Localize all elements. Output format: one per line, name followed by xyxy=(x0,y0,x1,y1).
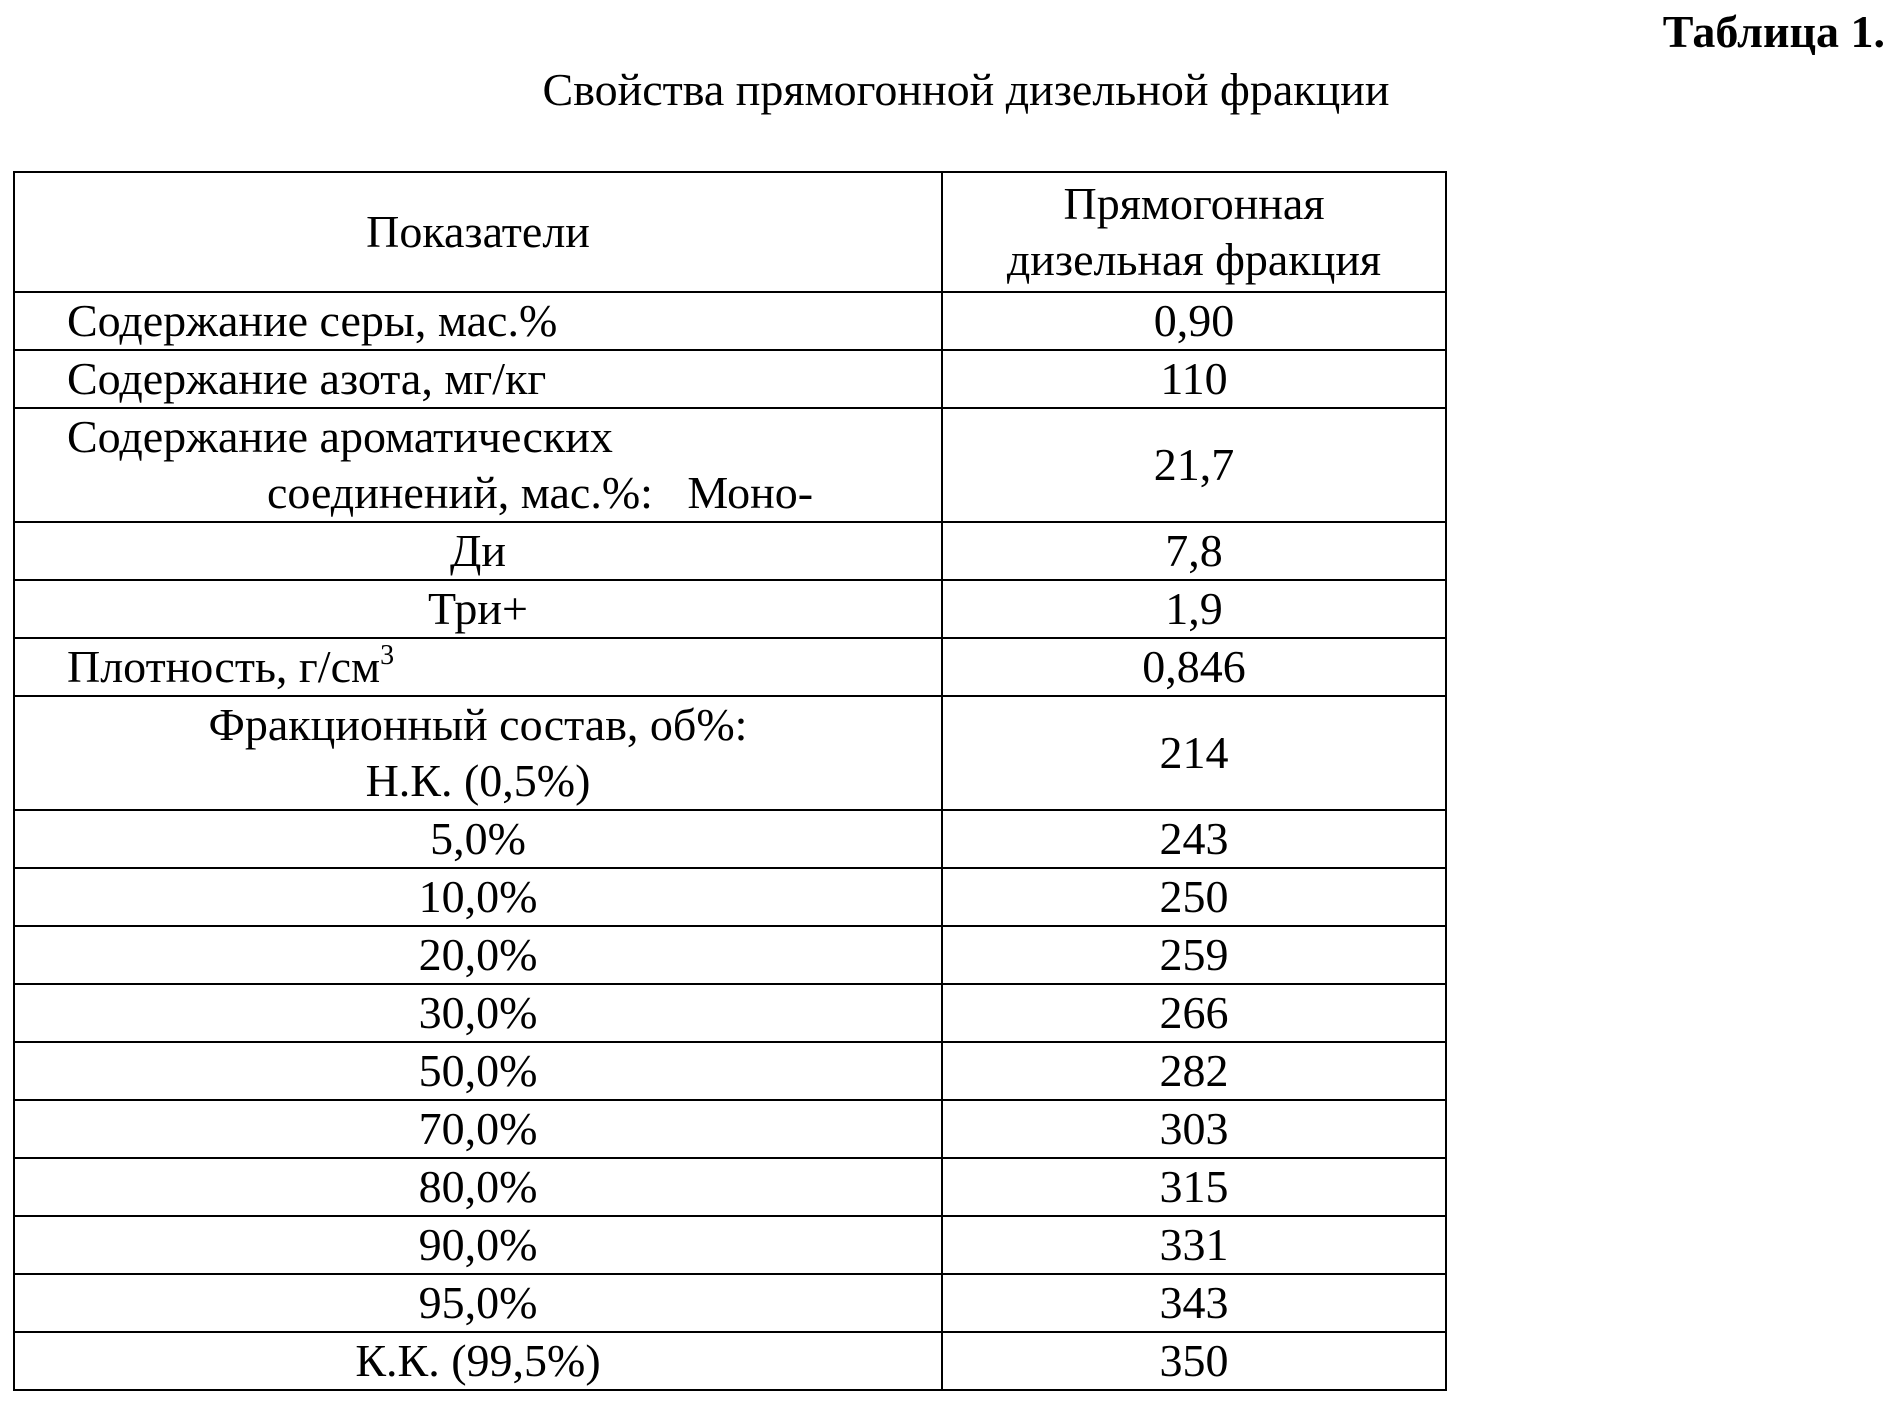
row-value-density: 0,846 xyxy=(942,638,1446,696)
density-superscript: 3 xyxy=(380,640,395,671)
row-value-tri: 1,9 xyxy=(942,580,1446,638)
table-row xyxy=(14,1274,1446,1332)
table-row xyxy=(14,1216,1446,1274)
density-label-text: Плотность, г/см xyxy=(67,641,381,692)
row-value-p80: 315 xyxy=(942,1158,1446,1216)
row-value-di: 7,8 xyxy=(942,522,1446,580)
table-row xyxy=(14,1042,1446,1100)
row-value-end: 350 xyxy=(942,1332,1446,1390)
table-row xyxy=(14,926,1446,984)
row-label-p95: 95,0% xyxy=(14,1274,942,1332)
header-diesel-line1: Прямогонная xyxy=(1063,178,1325,229)
row-label-nitrogen: Содержание азота, мг/кг xyxy=(14,350,942,408)
row-label-p50: 50,0% xyxy=(14,1042,942,1100)
table-header xyxy=(14,172,1446,292)
table-row xyxy=(14,408,1446,522)
table-row xyxy=(14,580,1446,638)
row-label-fraction-start xyxy=(14,696,942,810)
header-indicators: Показатели xyxy=(14,172,942,292)
table-row xyxy=(14,350,1446,408)
table-row xyxy=(14,522,1446,580)
table-row xyxy=(14,696,1446,810)
table-number-label: Таблица 1. xyxy=(1662,6,1885,57)
row-value-p30: 266 xyxy=(942,984,1446,1042)
row-value-aromatics-mono: 21,7 xyxy=(942,408,1446,522)
row-label-end: К.К. (99,5%) xyxy=(14,1332,942,1390)
row-value-p5: 243 xyxy=(942,810,1446,868)
header-diesel-fraction xyxy=(942,172,1446,292)
row-label-aromatics xyxy=(14,408,942,522)
row-value-p10: 250 xyxy=(942,868,1446,926)
row-value-p90: 331 xyxy=(942,1216,1446,1274)
row-label-density xyxy=(14,638,942,696)
table-row xyxy=(14,1158,1446,1216)
row-value-p50: 282 xyxy=(942,1042,1446,1100)
row-value-fraction-start: 214 xyxy=(942,696,1446,810)
header-row xyxy=(14,172,1446,292)
table-row xyxy=(14,1100,1446,1158)
row-value-p70: 303 xyxy=(942,1100,1446,1158)
fraction-label-line1: Фракционный состав, об%: xyxy=(208,699,748,750)
table-body xyxy=(14,292,1446,1390)
row-label-sulfur: Содержание серы, мас.% xyxy=(14,292,942,350)
row-label-p10: 10,0% xyxy=(14,868,942,926)
table-title: Свойства прямогонной дизельной фракции xyxy=(542,64,1390,115)
row-label-p30: 30,0% xyxy=(14,984,942,1042)
row-label-tri: Три+ xyxy=(14,580,942,638)
header-diesel-line2: дизельная фракция xyxy=(1006,234,1382,285)
row-label-di: Ди xyxy=(14,522,942,580)
aromatics-label-line2: соединений, мас.%: Моно- xyxy=(267,467,814,518)
row-value-p95: 343 xyxy=(942,1274,1446,1332)
row-label-p90: 90,0% xyxy=(14,1216,942,1274)
table-row xyxy=(14,868,1446,926)
table-row xyxy=(14,292,1446,350)
row-value-nitrogen: 110 xyxy=(942,350,1446,408)
row-value-sulfur: 0,90 xyxy=(942,292,1446,350)
row-label-p70: 70,0% xyxy=(14,1100,942,1158)
table-row xyxy=(14,1332,1446,1390)
row-value-p20: 259 xyxy=(942,926,1446,984)
row-label-p80: 80,0% xyxy=(14,1158,942,1216)
aromatics-label-line1: Содержание ароматических xyxy=(67,411,613,462)
row-label-p20: 20,0% xyxy=(14,926,942,984)
row-label-p5: 5,0% xyxy=(14,810,942,868)
table-row xyxy=(14,810,1446,868)
properties-table xyxy=(13,171,1447,1391)
table-row xyxy=(14,984,1446,1042)
fraction-label-line2: Н.К. (0,5%) xyxy=(365,755,591,806)
table-row xyxy=(14,638,1446,696)
